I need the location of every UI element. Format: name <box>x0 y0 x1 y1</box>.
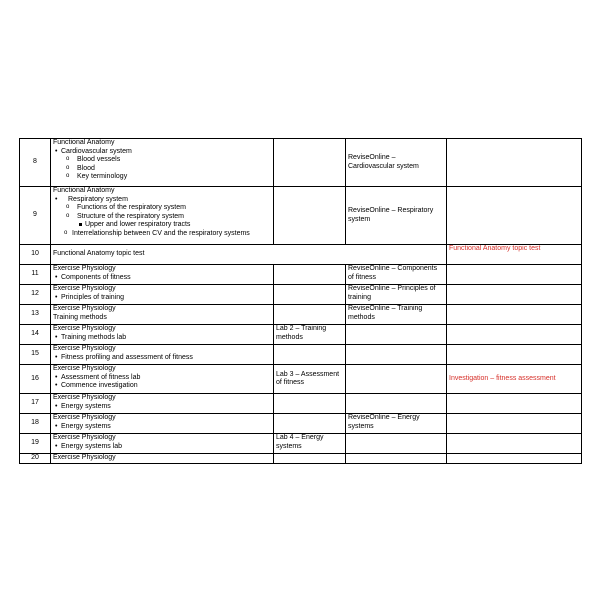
week-number: 17 <box>20 394 51 414</box>
table-row <box>20 325 582 345</box>
revise-online-cell <box>346 345 447 365</box>
topic-title: Exercise Physiology <box>53 265 116 272</box>
topic-subbullet: o Blood <box>53 165 271 174</box>
week-number: 14 <box>20 325 51 345</box>
topic-bullet: • Fitness profiling and assessment of fitness <box>53 354 271 363</box>
topic-cell <box>51 265 274 285</box>
revise-online-cell: ReviseOnline – Respiratory system <box>346 187 447 245</box>
topic-bullet: • Training methods lab <box>53 334 271 343</box>
week-number: 13 <box>20 305 51 325</box>
assessment-cell <box>447 454 582 464</box>
week-number: 16 <box>20 365 51 394</box>
assessment-cell <box>447 345 582 365</box>
lab-cell: Lab 2 – Training methods <box>274 325 346 345</box>
topic-title: Exercise Physiology <box>53 285 116 292</box>
revise-online-cell: ReviseOnline – Training methods <box>346 305 447 325</box>
topic-cell <box>51 414 274 434</box>
topic-bullet: • Respiratory system <box>53 196 271 205</box>
lab-cell <box>274 394 346 414</box>
topic-cell <box>51 139 274 187</box>
topic-cell <box>51 434 274 454</box>
table-row <box>20 187 582 245</box>
table-row <box>20 285 582 305</box>
revise-online-cell: ReviseOnline – Cardiovascular system <box>346 139 447 187</box>
topic-cell <box>51 345 274 365</box>
assessment-cell: Functional Anatomy topic test <box>447 245 582 265</box>
topic-bullet: • Commence investigation <box>53 382 271 391</box>
lab-cell <box>274 139 346 187</box>
lab-cell: Lab 4 – Energy systems <box>274 434 346 454</box>
topic-subbullet: o Interrelationship between CV and the respiratory systems <box>53 230 271 239</box>
week-number: 11 <box>20 265 51 285</box>
table-row <box>20 365 582 394</box>
table-row <box>20 139 582 187</box>
revise-online-cell <box>346 365 447 394</box>
assessment-cell <box>447 414 582 434</box>
lab-cell <box>274 345 346 365</box>
assessment-cell: Investigation – fitness assessment <box>447 365 582 394</box>
teaching-program-table <box>19 138 582 464</box>
week-number: 19 <box>20 434 51 454</box>
week-number: 20 <box>20 454 51 464</box>
week-number: 18 <box>20 414 51 434</box>
assessment-cell <box>447 305 582 325</box>
topic-subbullet: o Structure of the respiratory system <box>53 213 271 222</box>
topic-bullet: • Energy systems <box>53 403 271 412</box>
topic-title: Exercise Physiology <box>53 365 116 372</box>
topic-subsubbullet: Upper and lower respiratory tracts <box>53 221 271 230</box>
topic-cell <box>51 325 274 345</box>
topic-cell: Functional Anatomy topic test <box>51 245 447 265</box>
topic-subbullet: o Blood vessels <box>53 156 271 165</box>
table-row <box>20 394 582 414</box>
table-row <box>20 305 582 325</box>
topic-bullet: • Principles of training <box>53 294 271 303</box>
table-row <box>20 434 582 454</box>
topic-subtitle: Training methods <box>53 313 107 321</box>
topic-cell <box>51 187 274 245</box>
topic-title: Exercise Physiology <box>53 414 116 421</box>
lab-cell <box>274 414 346 434</box>
topic-subbullet: o Functions of the respiratory system <box>53 204 271 213</box>
topic-title: Functional Anatomy <box>53 187 115 194</box>
revise-online-cell <box>346 434 447 454</box>
assessment-cell <box>447 139 582 187</box>
topic-title: Exercise Physiology <box>53 345 116 352</box>
week-number: 12 <box>20 285 51 305</box>
assessment-cell <box>447 285 582 305</box>
topic-title: Exercise Physiology <box>53 434 116 441</box>
week-number: 8 <box>20 139 51 187</box>
week-number: 9 <box>20 187 51 245</box>
revise-online-cell <box>346 394 447 414</box>
topic-title: Exercise Physiology <box>53 394 116 401</box>
topic-title: Exercise Physiology <box>53 325 116 332</box>
lab-cell <box>274 285 346 305</box>
revise-online-cell: ReviseOnline – Energy systems <box>346 414 447 434</box>
lab-cell <box>274 187 346 245</box>
topic-bullet: • Energy systems lab <box>53 443 271 452</box>
topic-cell <box>51 454 274 464</box>
topic-cell <box>51 365 274 394</box>
table-row <box>20 265 582 285</box>
table-row <box>20 245 582 265</box>
assessment-cell <box>447 434 582 454</box>
topic-bullet: • Cardiovascular system <box>53 148 271 157</box>
revise-online-cell: ReviseOnline – Principles of training <box>346 285 447 305</box>
topic-title: Exercise Physiology <box>53 454 116 461</box>
topic-cell <box>51 305 274 325</box>
assessment-cell <box>447 187 582 245</box>
topic-bullet: • Energy systems <box>53 423 271 432</box>
lab-cell <box>274 265 346 285</box>
table-row <box>20 345 582 365</box>
lab-cell <box>274 305 346 325</box>
assessment-cell <box>447 325 582 345</box>
topic-cell <box>51 285 274 305</box>
topic-subbullet: o Key terminology <box>53 173 271 182</box>
topic-title: Exercise Physiology <box>53 305 116 312</box>
revise-online-cell <box>346 454 447 464</box>
week-number: 15 <box>20 345 51 365</box>
topic-bullet: • Components of fitness <box>53 274 271 283</box>
assessment-cell <box>447 265 582 285</box>
lab-cell <box>274 454 346 464</box>
topic-title: Functional Anatomy <box>53 139 115 146</box>
revise-online-cell: ReviseOnline – Components of fitness <box>346 265 447 285</box>
table-row <box>20 454 582 464</box>
week-number: 10 <box>20 245 51 265</box>
table-row <box>20 414 582 434</box>
lab-cell: Lab 3 – Assessment of fitness <box>274 365 346 394</box>
topic-cell <box>51 394 274 414</box>
topic-bullet: • Assessment of fitness lab <box>53 374 271 383</box>
revise-online-cell <box>346 325 447 345</box>
assessment-cell <box>447 394 582 414</box>
